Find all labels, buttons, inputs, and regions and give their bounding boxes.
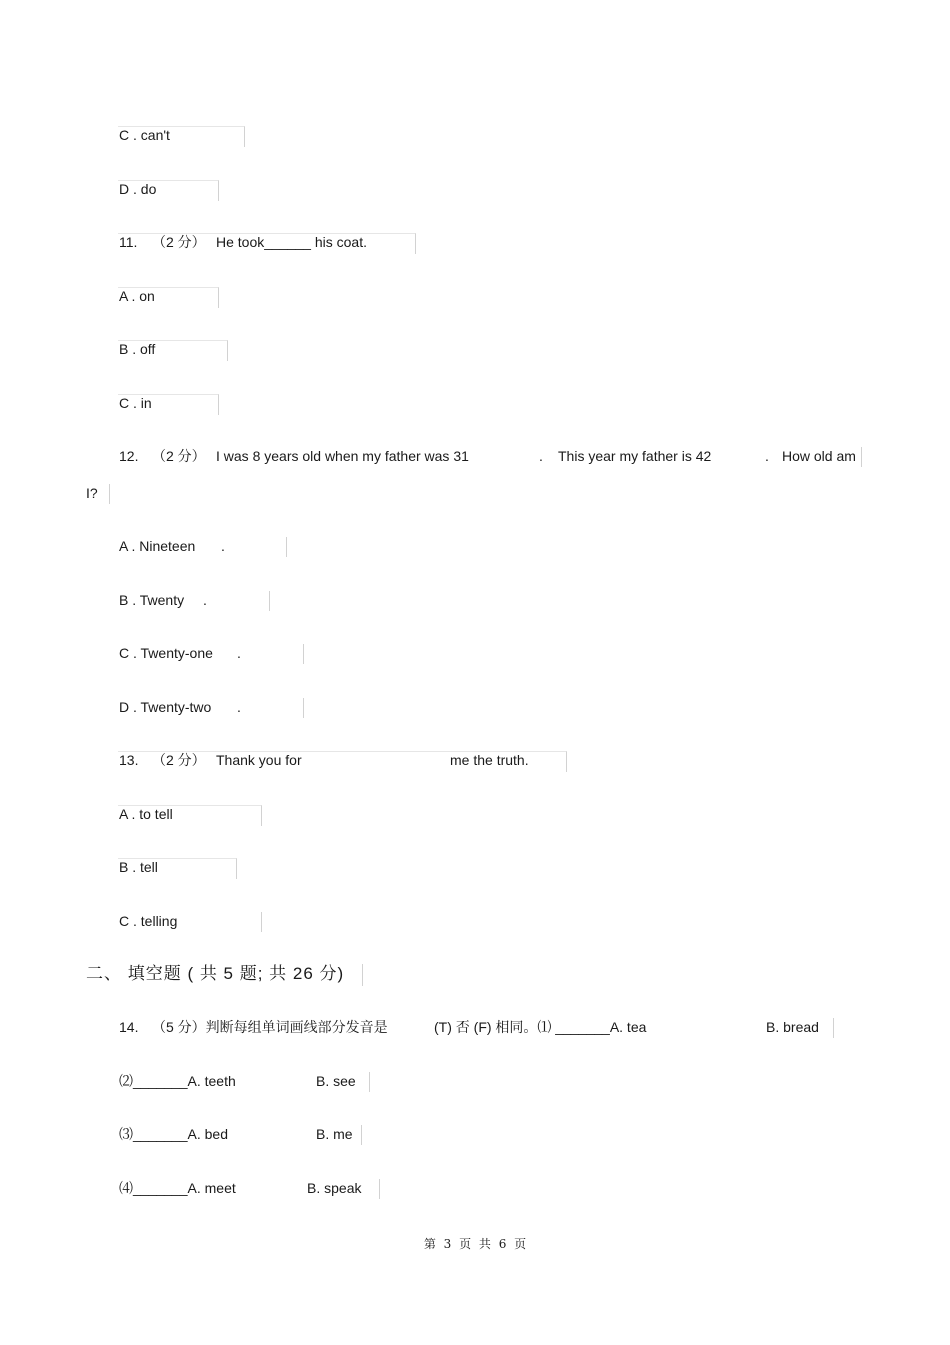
q12-option-a-dot: . [221, 538, 225, 554]
q13-stem-part1: Thank you for [216, 752, 302, 768]
q12-option-d-dot: . [237, 699, 241, 715]
q14-item3-a: ⑶_______A. bed [119, 1126, 228, 1142]
q14-item2-b: B. see [316, 1073, 356, 1089]
q13-option-c: C . telling [119, 913, 178, 929]
q12-stem-part4: I? [86, 485, 98, 501]
q13-score: （2 分） [152, 752, 206, 768]
q11-option-a: A . on [119, 288, 155, 304]
q14-item2-a: ⑵_______A. teeth [119, 1073, 236, 1089]
q14-text-end: B. bread [766, 1019, 819, 1035]
q12-stem-part3: How old am [782, 448, 856, 464]
q10-option-d: D . do [119, 181, 157, 197]
q13-number: 13. [119, 752, 139, 768]
q12-option-d: D . Twenty-two [119, 699, 212, 715]
q12-option-c-dot: . [237, 645, 241, 661]
q12-score: （2 分） [152, 448, 206, 464]
q14-item4-b: B. speak [307, 1180, 362, 1196]
q12-number: 12. [119, 448, 139, 464]
q14-item3-b: B. me [316, 1126, 353, 1142]
q14-text-middle: (T) 否 (F) 相同。⑴ _______A. tea [434, 1019, 647, 1035]
q12-option-c: C . Twenty-one [119, 645, 213, 661]
q11-stem: He took______ his coat. [216, 234, 367, 250]
q11-option-b: B . off [119, 341, 156, 357]
q12-stem-part2: This year my father is 42 [558, 448, 712, 464]
q11-option-c: C . in [119, 395, 152, 411]
q12-option-a: A . Nineteen [119, 538, 196, 554]
q12-stem-dot1: . [539, 448, 543, 464]
q11-score: （2 分） [152, 234, 206, 250]
q13-stem-part2: me the truth. [450, 752, 529, 768]
section-title: 二、 填空题 ( 共 5 题; 共 26 分) [86, 964, 345, 983]
q14-number: 14. [119, 1019, 139, 1035]
q13-option-b: B . tell [119, 859, 158, 875]
q10-option-c: C . can't [119, 127, 170, 143]
q12-option-b-dot: . [203, 592, 207, 608]
q13-option-a: A . to tell [119, 806, 173, 822]
question-box-edge [860, 447, 862, 467]
q12-stem-dot2: . [765, 448, 769, 464]
q14-item4-a: ⑷_______A. meet [119, 1180, 236, 1196]
q14-score-text: （5 分）判断每组单词画线部分发音是 [152, 1019, 388, 1035]
q12-option-b: B . Twenty [119, 592, 185, 608]
page-footer: 第 3 页 共 6 页 [423, 1237, 527, 1251]
q11-number: 11. [119, 234, 138, 250]
q12-stem-part1: I was 8 years old when my father was 31 [216, 448, 469, 464]
